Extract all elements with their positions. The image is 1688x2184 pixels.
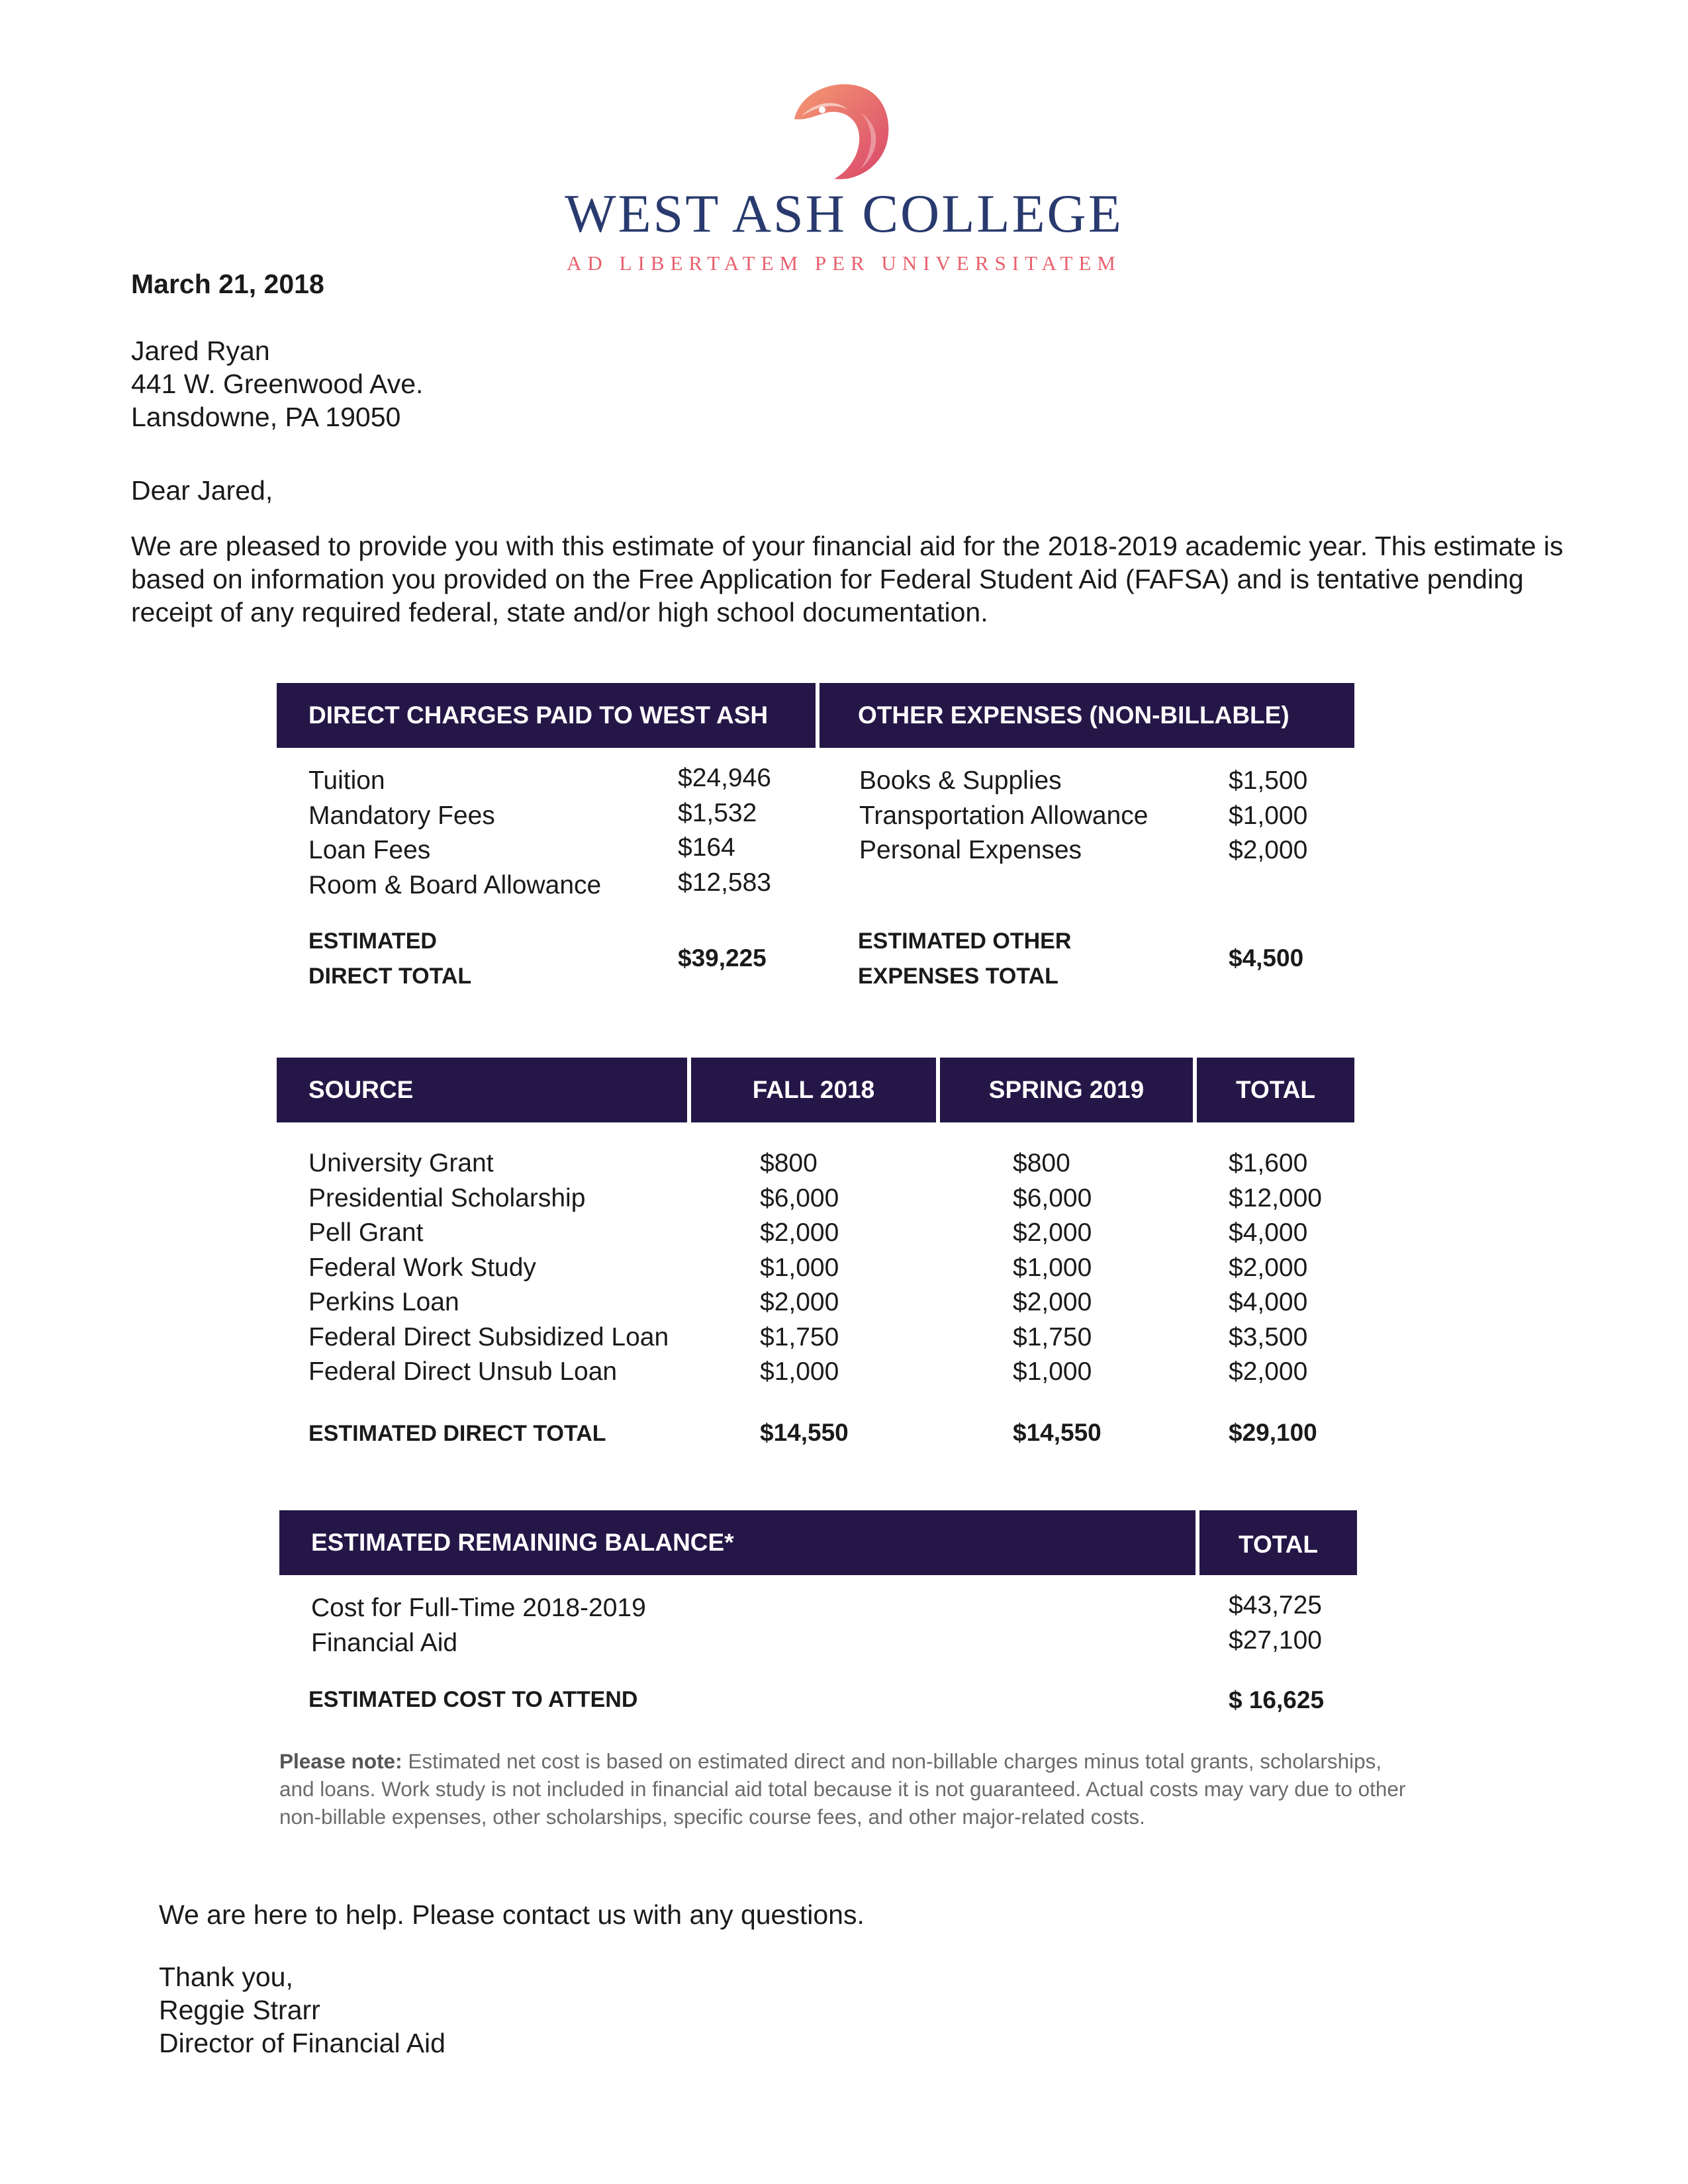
note-text: Estimated net cost is based on estimated direct and non-billable charges minus total grants, scholarships, and loans. Work study is not included in financial aid total because it is not guaranteed. Actual costs may vary due to other non-billable expenses, other scholarships, specific course fees, and other major-related costs. — [279, 1749, 1406, 1829]
table-cell: $6,000 — [1013, 1183, 1092, 1212]
table-cell: $2,000 — [1013, 1218, 1092, 1247]
table-cell: $2,000 — [1013, 1288, 1092, 1316]
other-total-label-line1: ESTIMATED OTHER — [858, 929, 1072, 954]
direct-total-label — [308, 924, 471, 994]
list-value: $1,532 — [678, 798, 757, 827]
recipient-name: Jared Ryan — [131, 336, 270, 366]
list-value: $164 — [678, 833, 735, 862]
table-cell: $3,500 — [1229, 1322, 1308, 1351]
aid-total-total: $29,100 — [1229, 1419, 1317, 1446]
table-cell: $2,000 — [1229, 1357, 1308, 1386]
note-lead: Please note: — [279, 1749, 402, 1773]
eagle-head-logo-icon — [781, 73, 900, 185]
aid-source-column — [308, 1146, 669, 1390]
recipient-street: 441 W. Greenwood Ave. — [131, 369, 424, 399]
table-cell: $2,000 — [760, 1218, 839, 1247]
table-cell: Federal Direct Unsub Loan — [308, 1357, 618, 1386]
balance-values — [1229, 1588, 1322, 1658]
list-item: Room & Board Allowance — [308, 870, 602, 899]
table-cell: Federal Direct Subsidized Loan — [308, 1322, 669, 1351]
college-motto: AD LIBERTATEM PER UNIVERSITATEM — [567, 251, 1121, 275]
balance-total-header: TOTAL — [1199, 1510, 1357, 1575]
table-cell: University Grant — [308, 1149, 494, 1177]
direct-total-label-line2: DIRECT TOTAL — [308, 964, 472, 989]
table-cell: $2,000 — [760, 1288, 839, 1316]
fall-header: FALL 2018 — [691, 1058, 936, 1122]
table-cell: $1,000 — [1013, 1357, 1092, 1386]
table-cell: $1,000 — [1013, 1253, 1092, 1282]
list-item: Financial Aid — [311, 1628, 458, 1657]
direct-total-value: $39,225 — [678, 944, 767, 972]
salutation: Dear Jared, — [131, 475, 273, 506]
note-paragraph — [279, 1747, 1418, 1831]
aid-total-fall: $14,550 — [760, 1419, 849, 1446]
aid-total-header: TOTAL — [1197, 1058, 1354, 1122]
intro-paragraph: We are pleased to provide you with this estimate of your financial aid for the 2018-2019 academic year. This estimate is based on information you provided on the Free Application for Federal Student Aid (FAFSA) and is tentative pending receipt of any required federal, state and/or high school documentation. — [131, 531, 1564, 627]
list-item: Mandatory Fees — [308, 801, 495, 830]
direct-total-label-line1: ESTIMATED — [308, 929, 437, 954]
table-cell: $1,750 — [760, 1322, 839, 1351]
cost-to-attend-label: ESTIMATED COST TO ATTEND — [308, 1687, 638, 1712]
other-expenses-header: OTHER EXPENSES (NON-BILLABLE) — [820, 683, 1354, 748]
other-total-label — [858, 924, 1071, 994]
aid-total-label: ESTIMATED DIRECT TOTAL — [308, 1421, 606, 1446]
aid-total-column — [1229, 1146, 1322, 1390]
aid-total-spring: $14,550 — [1013, 1419, 1102, 1446]
aid-fall-column — [760, 1146, 839, 1390]
signer-name: Reggie Strarr — [159, 1995, 320, 2025]
table-cell: $2,000 — [1229, 1253, 1308, 1282]
signer-title: Director of Financial Aid — [159, 2028, 445, 2058]
list-value: $1,000 — [1229, 801, 1308, 830]
spring-header: SPRING 2019 — [940, 1058, 1193, 1122]
table-cell: $800 — [760, 1149, 818, 1177]
table-cell: $6,000 — [760, 1183, 839, 1212]
table-cell: Federal Work Study — [308, 1253, 536, 1282]
table-cell: $800 — [1013, 1149, 1070, 1177]
table-cell: Pell Grant — [308, 1218, 424, 1247]
recipient-city: Lansdowne, PA 19050 — [131, 402, 401, 432]
other-expenses-labels — [859, 764, 1148, 868]
list-value: $2,000 — [1229, 836, 1308, 864]
direct-charges-values — [678, 761, 771, 900]
list-value: $12,583 — [678, 868, 771, 897]
table-cell: $1,000 — [760, 1357, 839, 1386]
list-item: Personal Expenses — [859, 836, 1082, 864]
table-cell: $12,000 — [1229, 1183, 1322, 1212]
other-total-value: $4,500 — [1229, 944, 1304, 972]
list-item: Tuition — [308, 766, 385, 795]
other-expenses-values — [1229, 764, 1307, 868]
closing-thanks: Thank you, — [159, 1962, 293, 1992]
letter-date: March 21, 2018 — [131, 269, 324, 299]
cost-to-attend-value: $ 16,625 — [1229, 1686, 1325, 1713]
list-item: Transportation Allowance — [859, 801, 1149, 830]
table-cell: Presidential Scholarship — [308, 1183, 586, 1212]
table-cell: $4,000 — [1229, 1218, 1308, 1247]
table-cell: $4,000 — [1229, 1288, 1308, 1316]
table-cell: $1,750 — [1013, 1322, 1092, 1351]
table-cell: $1,600 — [1229, 1149, 1308, 1177]
closing-help: We are here to help. Please contact us with any questions. — [159, 1899, 865, 1930]
balance-labels — [311, 1591, 646, 1661]
table-cell: Perkins Loan — [308, 1288, 459, 1316]
list-value: $1,500 — [1229, 766, 1308, 795]
aid-spring-column — [1013, 1146, 1092, 1390]
college-name: WEST ASH COLLEGE — [565, 183, 1123, 244]
list-value: $43,725 — [1229, 1591, 1322, 1619]
list-value: $24,946 — [678, 764, 771, 792]
source-header: SOURCE — [277, 1058, 687, 1122]
direct-charges-header: DIRECT CHARGES PAID TO WEST ASH — [277, 683, 816, 748]
remaining-balance-header: ESTIMATED REMAINING BALANCE* — [279, 1510, 1196, 1575]
other-total-label-line2: EXPENSES TOTAL — [858, 964, 1058, 989]
list-value: $27,100 — [1229, 1625, 1322, 1655]
list-item: Loan Fees — [308, 836, 431, 864]
list-item: Cost for Full-Time 2018-2019 — [311, 1594, 646, 1622]
table-cell: $1,000 — [760, 1253, 839, 1282]
list-item: Books & Supplies — [859, 766, 1062, 795]
direct-charges-labels — [308, 764, 601, 903]
